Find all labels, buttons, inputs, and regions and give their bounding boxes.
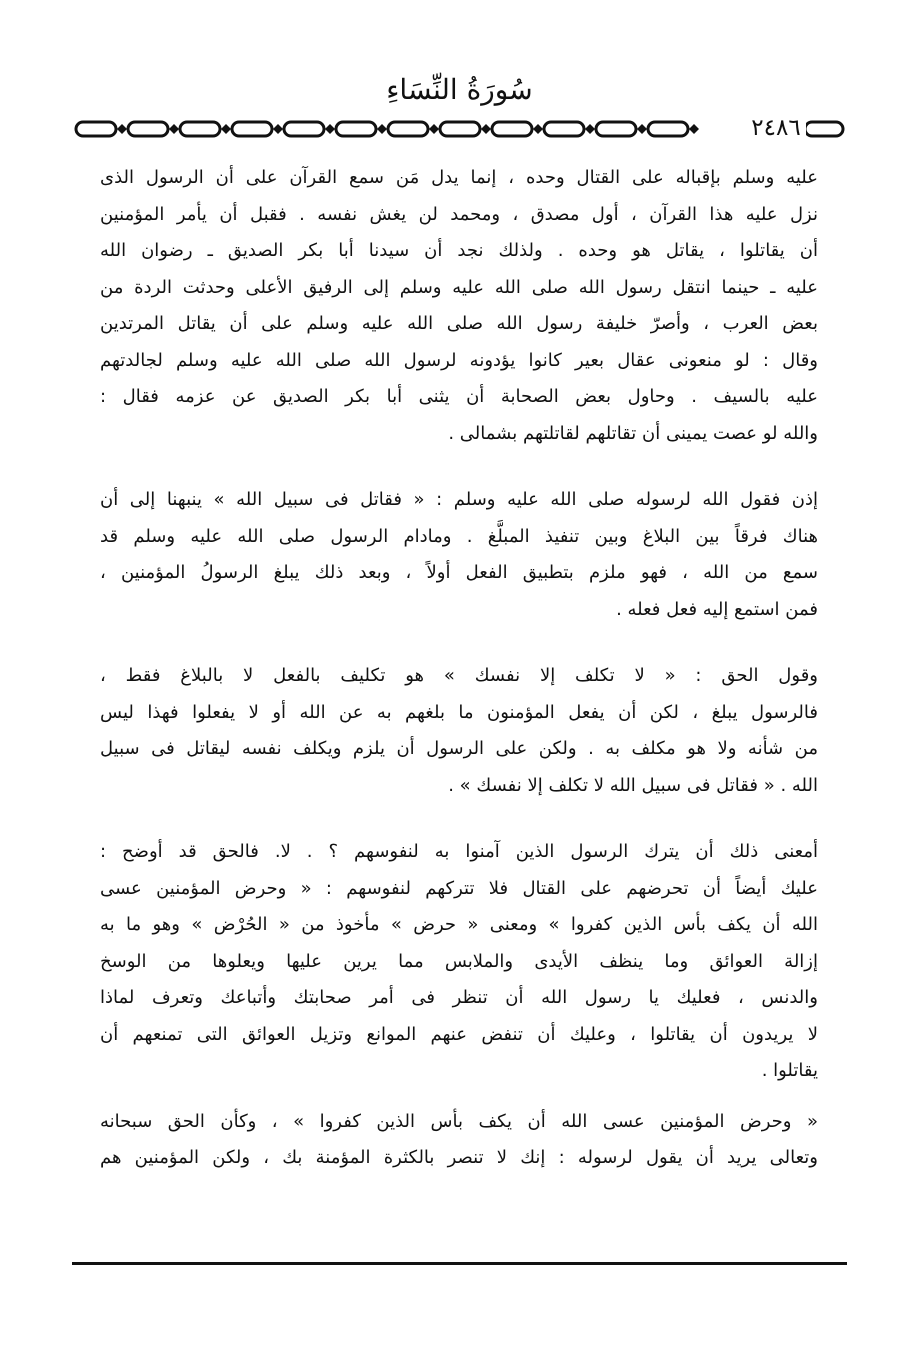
text-line: بعض العرب ، وأصرّ خليفة رسول الله صلى الله عليه وسلم على أن يقاتل المرتدين (100, 313, 818, 334)
text-line: وقال : لو منعونى عقال بعير كانوا يؤدونه لرسول الله صلى الله عليه وسلم لجالدتهم (100, 349, 818, 371)
text-line: عليه ـ حينما انتقل رسول الله صلى الله عليه وسلم إلى الرفيق الأعلى وحدثت الردة من (100, 276, 818, 298)
text-line: إزالة العوائق وما ينظف الأيدى والملابس مما يرين عليها ويعلوها من الوسخ (100, 950, 818, 972)
paragraph-1 (100, 160, 818, 452)
text-line: عليه وسلم بإقباله على القتال وحده ، إنما يدل مَن سمع القرآن على أن الرسول الذى (100, 167, 818, 188)
chain-diamond (429, 124, 439, 134)
text-line: الله أن يكف بأس الذين كفروا » ومعنى « حرض » مأخوذ من « الحُرْض » وهو ما به (100, 914, 818, 935)
chain-link (596, 122, 636, 136)
text-line: « وحرض المؤمنين عسى الله أن يكف بأس الذين كفروا » ، وكأن الحق سبحانه (100, 1110, 818, 1132)
chain-diamond (169, 124, 179, 134)
chain-link (440, 122, 480, 136)
paragraph-4 (100, 834, 818, 1090)
chain-link (76, 122, 116, 136)
chain-link (544, 122, 584, 136)
text-line: إذن فقول الله لرسوله صلى الله عليه وسلم : « فقاتل فى سبيل الله » ينبهنا إلى أن (100, 489, 818, 510)
text-line: أمعنى ذلك أن يترك الرسول الذين آمنوا به لنفوسهم ؟ . لا. فالحق قد أوضح : (100, 841, 818, 862)
paragraph-3 (100, 658, 818, 804)
ornamental-header-border (72, 112, 847, 146)
chain-link (128, 122, 168, 136)
text-line: هناك فرقاً بين البلاغ وبين تنفيذ المبلَّغ . ومادام الرسول صلى الله عليه وسلم قد (100, 525, 818, 547)
text-line: وقول الحق : « لا تكلف إلا نفسك » هو تكليف بالفعل لا بالبلاغ فقط ، (100, 665, 818, 686)
chain-link (805, 122, 843, 136)
text-line: وتعالى يريد أن يقول لرسوله : إنك لا تنصر بالكثرة المؤمنة بك ، ولكن المؤمنين هم (100, 1147, 818, 1168)
text-line: عليه بالسيف . وحاول بعض الصحابة أن يثنى أبا بكر الصديق عن عزمه فقال : (100, 386, 818, 407)
chain-link (336, 122, 376, 136)
chain-diamond (637, 124, 647, 134)
surah-title: سُورَةُ النِّسَاءِ (386, 73, 533, 106)
text-line: الله . « فقاتل فى سبيل الله لا تكلف إلا نفسك » . (448, 774, 818, 796)
text-line: والدنس ، فعليك يا رسول الله أن تنظر فى أمر صحابتك وأتباعك وتعرف لماذا (100, 987, 818, 1008)
page-body (100, 160, 818, 1177)
page-number: ٢٤٨٦ (746, 113, 806, 143)
text-line: فالرسول يبلغ ، لكن أن يفعل المؤمنون ما بلغهم به عن الله أو لا يفعلوا فهذا ليس (100, 701, 818, 723)
chain-link (284, 122, 324, 136)
text-line: والله لو عصت يمينى أن تقاتلهم لقاتلتهم بشمالى . (448, 422, 818, 444)
text-line: فمن استمع إليه فعل فعله . (616, 598, 818, 620)
chain-diamond (377, 124, 387, 134)
chain-link (180, 122, 220, 136)
chain-diamond (689, 124, 699, 134)
chain-diamond (273, 124, 283, 134)
text-line: سمع من الله ، فهو ملزم بتطبيق الفعل أولاً ، وبعد ذلك يبلغ الرسولُ المؤمنين ، (100, 562, 818, 583)
chain-diamond (533, 124, 543, 134)
text-line: أن يقاتلوا ، يقاتل هو وحده . ولذلك نجد أن سيدنا أبا بكر الصديق ـ رضوان الله (100, 240, 818, 261)
chain-link (388, 122, 428, 136)
text-line: لا يريدون أن يقاتلوا ، وعليك أن تنفض عنهم الموانع وتزيل العوائق التى تمنعهم أن (100, 1023, 818, 1045)
paragraph-2 (100, 482, 818, 628)
text-line: نزل عليه هذا القرآن ، أول مصدق ، ومحمد لن يغش نفسه . فقبل أن يأمر المؤمنين (100, 203, 818, 225)
chain-link (232, 122, 272, 136)
chain-diamond (221, 124, 231, 134)
paragraph-5 (100, 1104, 818, 1177)
chain-diamond (325, 124, 335, 134)
chain-diamond (481, 124, 491, 134)
footer-rule (72, 1262, 847, 1265)
chain-link (648, 122, 688, 136)
chain-diamond (585, 124, 595, 134)
text-line: من شأنه ولا هو مكلف به . ولكن على الرسول أن يلزم ويكلف نفسه ليقاتل فى سبيل (100, 738, 818, 759)
text-line: يقاتلوا . (761, 1060, 818, 1081)
chain-diamond (117, 124, 127, 134)
chain-link (492, 122, 532, 136)
text-line: عليك أيضاً أن تحرضهم على القتال فلا تتركهم لنفوسهم : « وحرض المؤمنين عسى (100, 877, 818, 899)
